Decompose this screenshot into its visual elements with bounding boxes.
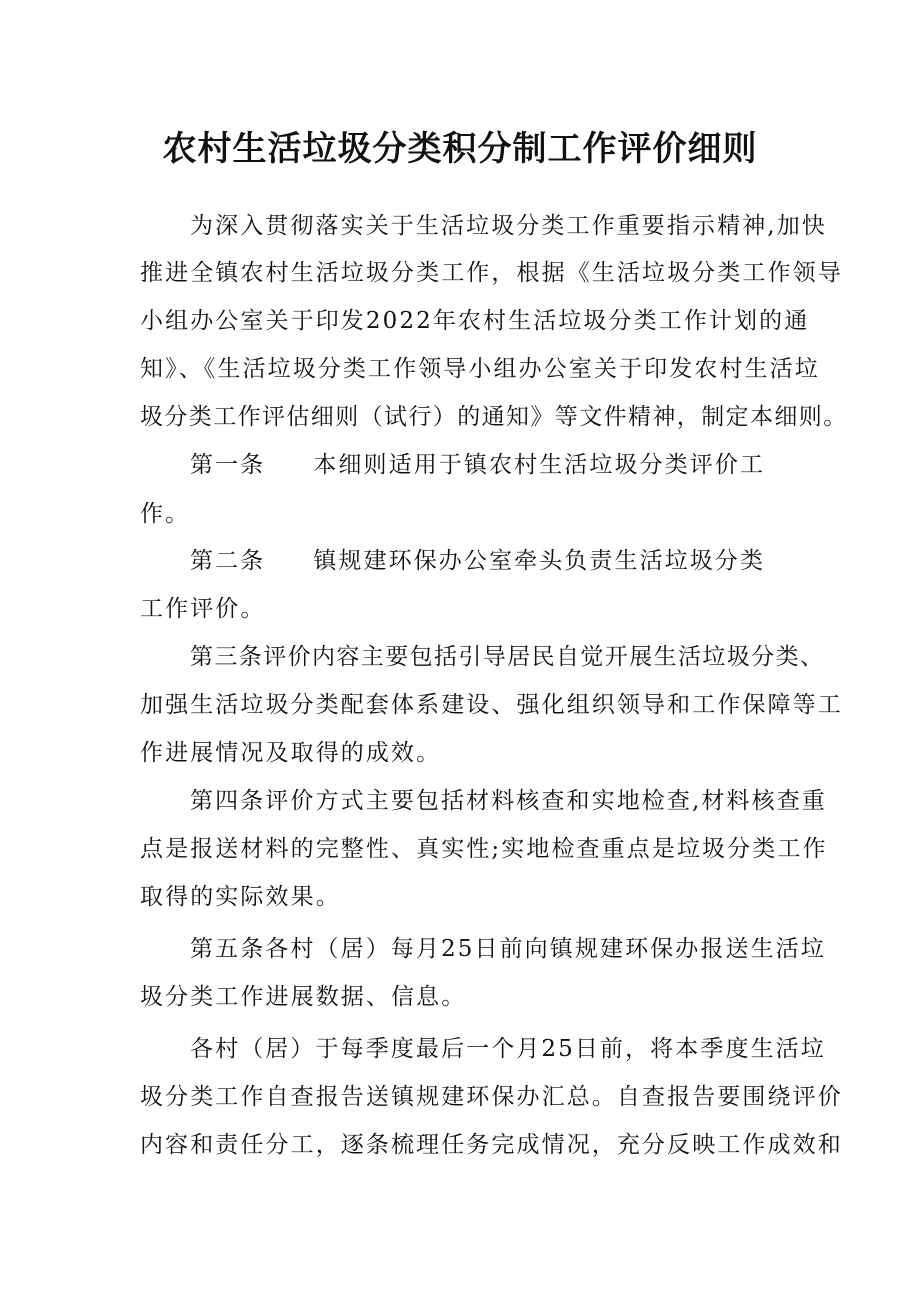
article-1-text: 本细则适用于镇农村生活垃圾分类评价工 — [313, 452, 766, 478]
paragraph-line: 第四条评价方式主要包括材料核查和实地检查,材料核查重 — [190, 788, 827, 814]
article-2-number: 第二条 — [190, 548, 266, 574]
paragraph-line: 为深入贯彻落实关于生活垃圾分类工作重要指示精神,加快 — [190, 213, 827, 239]
paragraph-line: 点是报送材料的完整性、真实性;实地检查重点是垃圾分类工作 — [140, 836, 828, 862]
article-2-line — [190, 546, 765, 576]
paragraph-line: 圾分类工作自查报告送镇规建环保办汇总。自查报告要围绕评价 — [140, 1084, 843, 1110]
article-2-text: 镇规建环保办公室牵头负责生活垃圾分类 — [313, 548, 766, 574]
paragraph-line: 圾分类工作评估细则（试行）的通知》等文件精神，制定本细则。 — [140, 404, 848, 430]
paragraph-line: 圾分类工作进展数据、信息。 — [140, 984, 467, 1010]
article-1-line — [190, 450, 765, 480]
paragraph-line: 作。 — [140, 501, 191, 527]
paragraph-line: 小组办公室关于印发2022年农村生活垃圾分类工作计划的通 — [140, 308, 810, 334]
paragraph-line: 各村（居）于每季度最后一个月25日前，将本季度生活垃 — [190, 1036, 826, 1062]
paragraph-line: 取得的实际效果。 — [140, 884, 341, 910]
paragraph-line: 推进全镇农村生活垃圾分类工作，根据《生活垃圾分类工作领导 — [140, 260, 843, 286]
paragraph-line: 第三条评价内容主要包括引导居民自觉开展生活垃圾分类、 — [190, 644, 825, 670]
paragraph-line: 内容和责任分工，逐条梳理任务完成情况，充分反映工作成效和 — [140, 1132, 843, 1158]
paragraph-line: 加强生活垃圾分类配套体系建设、强化组织领导和工作保障等工 — [140, 692, 843, 718]
paragraph-line: 第五条各村（居）每月25日前向镇规建环保办报送生活垃 — [190, 936, 826, 962]
paragraph-line: 作进展情况及取得的成效。 — [140, 740, 442, 766]
paragraph-line: 知》、《生活垃圾分类工作领导小组办公室关于印发农村生活垃 — [140, 356, 820, 382]
article-1-number: 第一条 — [190, 452, 266, 478]
document-title: 农村生活垃圾分类积分制工作评价细则 — [162, 129, 758, 169]
paragraph-line: 工作评价。 — [140, 596, 266, 622]
